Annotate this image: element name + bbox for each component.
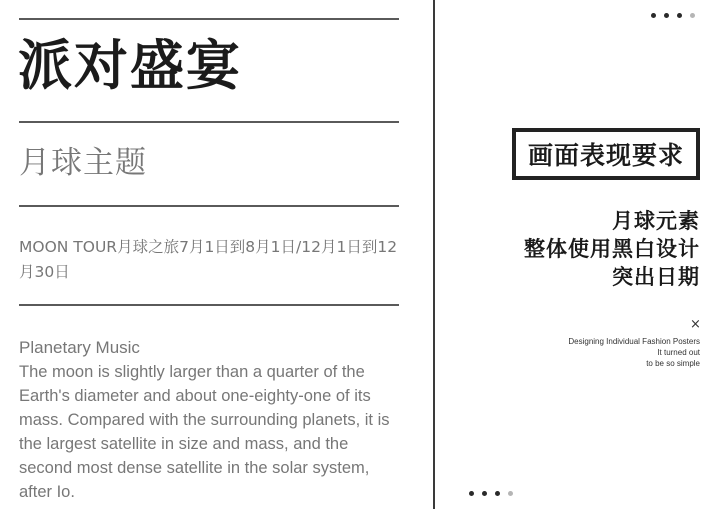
- vertical-divider: [433, 0, 435, 509]
- music-description: The moon is slightly larger than a quarter of the Earth's diameter and about one-eighty-one of its mass. Compared with the surrounding planets, it is the largest satellite in size and mass, and the second most dense satellite in the solar system, after Io.: [19, 363, 390, 501]
- requirement-item: 月球元素: [612, 209, 700, 233]
- fashion-caption: [568, 336, 700, 369]
- pager-dot[interactable]: [651, 13, 656, 18]
- divider-line: [19, 304, 399, 306]
- fashion-caption-line: It turned out: [657, 348, 700, 357]
- pager-dot[interactable]: [508, 491, 513, 496]
- divider-line: [19, 205, 399, 207]
- requirements-list: [524, 207, 700, 291]
- page-subtitle: 月球主题: [19, 145, 147, 181]
- page-indicator-top[interactable]: [651, 13, 695, 18]
- tour-dates-text: MOON TOUR月球之旅7月1日到8月1日/12月1日到12月30日: [19, 238, 398, 281]
- pager-dot[interactable]: [482, 491, 487, 496]
- close-icon[interactable]: ×: [690, 317, 701, 332]
- fashion-caption-line: Designing Individual Fashion Posters: [568, 337, 700, 346]
- music-heading: Planetary Music: [19, 338, 140, 357]
- requirements-title-box: [512, 128, 700, 180]
- pager-dot[interactable]: [690, 13, 695, 18]
- pager-dot[interactable]: [664, 13, 669, 18]
- page-title: 派对盛宴: [18, 34, 242, 97]
- fashion-caption-line: to be so simple: [646, 359, 700, 368]
- divider-line: [19, 18, 399, 20]
- requirement-item: 突出日期: [612, 265, 700, 289]
- requirements-title: 画面表现要求: [527, 141, 684, 170]
- divider-line: [19, 121, 399, 123]
- requirement-item: 整体使用黑白设计: [524, 237, 700, 261]
- pager-dot[interactable]: [677, 13, 682, 18]
- page-indicator-bottom[interactable]: [469, 491, 513, 496]
- pager-dot[interactable]: [495, 491, 500, 496]
- pager-dot[interactable]: [469, 491, 474, 496]
